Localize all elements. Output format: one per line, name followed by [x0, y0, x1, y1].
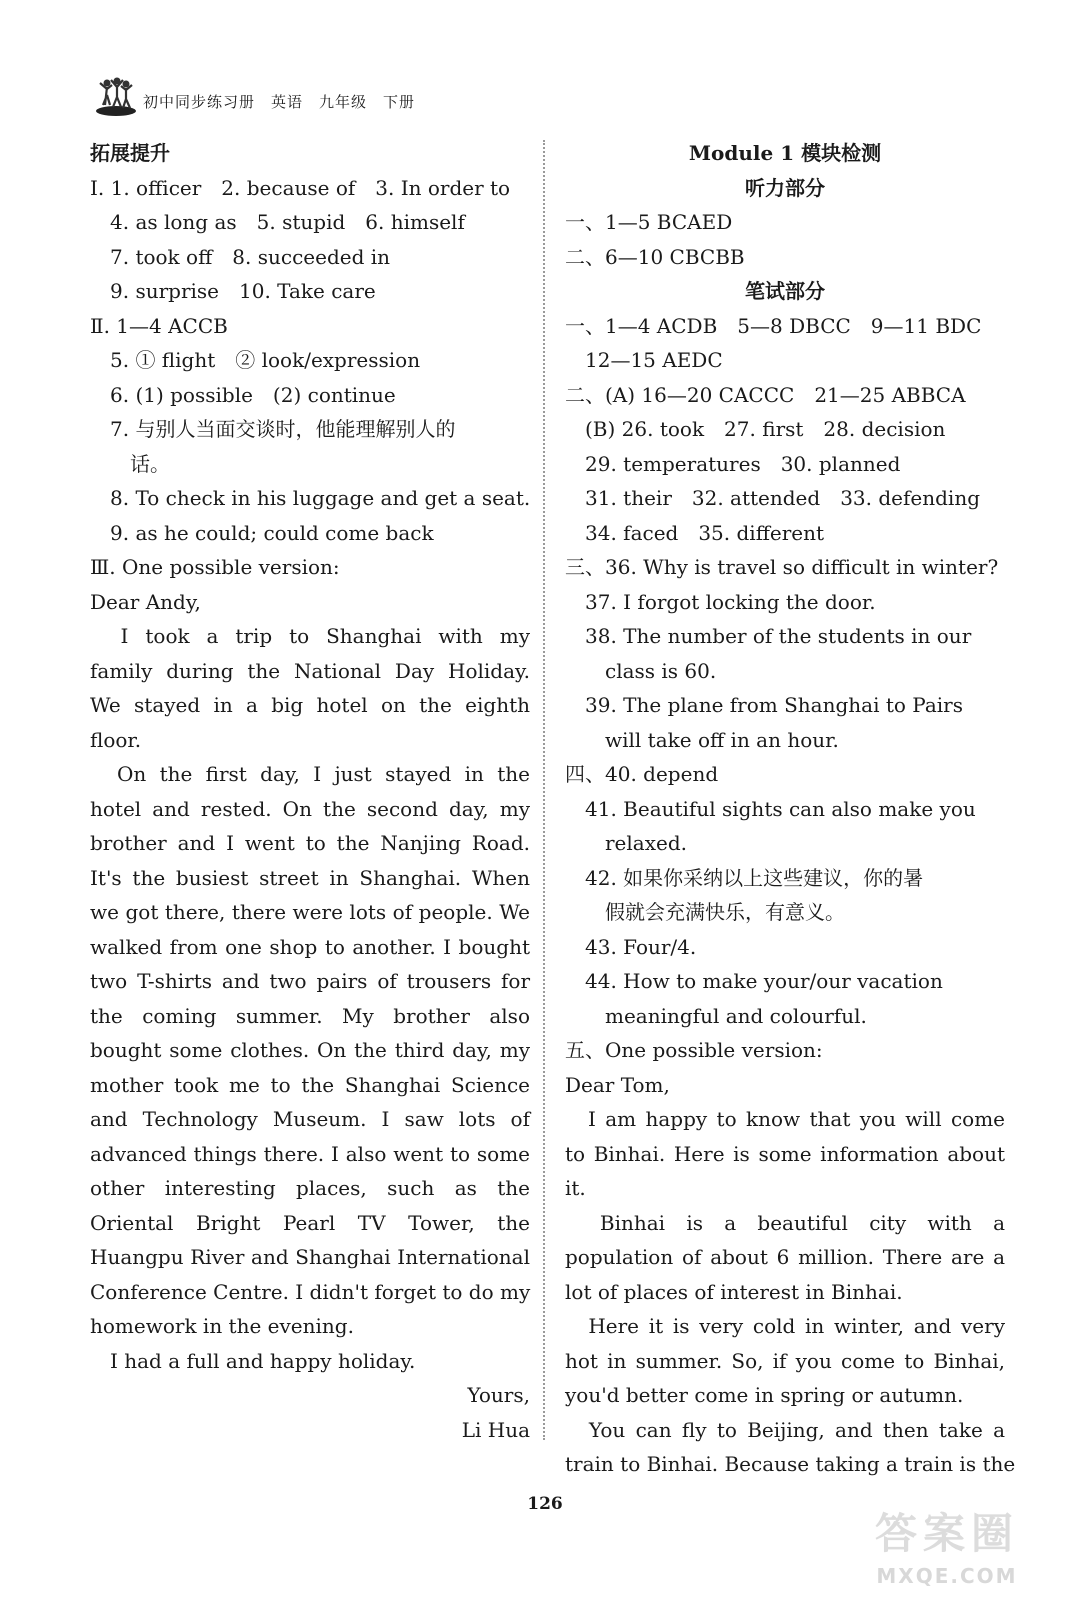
letter-line: Conference Centre. I didn't forget to do my: [90, 1279, 531, 1304]
answer-line: Ⅱ. 1—4 ACCB: [90, 313, 228, 338]
answer-line: 38. The number of the students in our: [565, 624, 972, 648]
watermark: [852, 1510, 1042, 1588]
letter-line: bought some clothes. On the third day, my: [90, 1038, 530, 1062]
column-divider: [543, 140, 545, 1440]
letter-line: hot in summer. So, if you come to Binhai,: [565, 1348, 1005, 1373]
letter-line: homework in the evening.: [90, 1314, 354, 1338]
answer-line: 7. 与别人当面交谈时，他能理解别人的: [90, 417, 456, 441]
letter-line: I am happy to know that you will come: [565, 1107, 1005, 1131]
answer-line: 29. temperatures 30. planned: [565, 451, 901, 476]
answer-line: will take off in an hour.: [565, 727, 839, 752]
answer-line: 41. Beautiful sights can also make you: [565, 796, 976, 821]
answer-line: class is 60.: [565, 658, 717, 683]
answer-line: 9. as he could; could come back: [90, 520, 434, 545]
page-header: [95, 75, 555, 125]
section-heading: 听力部分: [745, 175, 825, 200]
answer-line: 43. Four/4.: [565, 934, 697, 959]
letter-line: the coming summer. My brother also: [90, 1003, 530, 1028]
answer-line: 二、6—10 CBCBB: [565, 244, 745, 269]
letter-line: brother and I went to the Nanjing Road.: [90, 831, 530, 855]
answer-line: Ⅰ. 1. officer 2. because of 3. In order to: [90, 175, 511, 200]
answer-line: 9. surprise 10. Take care: [90, 279, 376, 303]
page-number: 126: [527, 1494, 563, 1514]
answer-line: 四、40. depend: [565, 762, 719, 786]
letter-line: train to Binhai. Because taking a train is the: [565, 1452, 1016, 1476]
answer-line: 五、One possible version:: [565, 1038, 823, 1062]
letter-line: advanced things there. I also went to some: [90, 1141, 530, 1166]
answer-line: 4. as long as 5. stupid 6. himself: [90, 210, 465, 234]
letter-line: to Binhai. Here is some information about: [565, 1141, 1005, 1166]
answer-line: 12—15 AEDC: [565, 348, 723, 372]
watermark-url: MXQE.COM: [876, 1564, 1018, 1588]
letter-line: two T-shirts and two pairs of trousers for: [90, 969, 530, 993]
people-logo-icon: [95, 75, 137, 117]
answer-line: meaningful and colourful.: [565, 1003, 867, 1028]
answer-line: 三、36. Why is travel so difficult in winter?: [565, 555, 999, 579]
letter-greeting: Dear Andy,: [90, 589, 201, 614]
answer-line: 39. The plane from Shanghai to Pairs: [565, 693, 963, 717]
letter-line: I had a full and happy holiday.: [90, 1348, 416, 1373]
answer-line: 44. How to make your/our vacation: [565, 969, 943, 993]
section-heading: 拓展提升: [90, 141, 170, 165]
answer-line: (B) 26. took 27. first 28. decision: [565, 417, 946, 441]
answer-line: 一、1—4 ACDB 5—8 DBCC 9—11 BDC: [565, 313, 982, 338]
letter-line: other interesting places, such as the: [90, 1176, 530, 1200]
answer-line: 31. their 32. attended 33. defending: [565, 486, 980, 510]
letter-line: It's the busiest street in Shanghai. When: [90, 865, 530, 890]
letter-line: hotel and rested. On the second day, my: [90, 796, 530, 821]
answer-line: 42. 如果你采纳以上这些建议，你的暑: [565, 865, 924, 890]
letter-line: we got there, there were lots of people. We: [90, 900, 530, 924]
right-column: [565, 136, 1016, 1482]
letter-line: Binhai is a beautiful city with a: [565, 1210, 1005, 1235]
letter-greeting: Dear Tom,: [565, 1072, 670, 1097]
letter-line: Oriental Bright Pearl TV Tower, the: [90, 1210, 530, 1235]
letter-line: On the first day, I just stayed in the: [90, 762, 530, 786]
answer-line: 6. (1) possible (2) continue: [90, 382, 396, 407]
letter-line: Here it is very cold in winter, and very: [565, 1314, 1005, 1338]
watermark-logo: 答案圈: [874, 1509, 1019, 1558]
answer-line: 34. faced 35. different: [565, 520, 825, 545]
letter-closing: Yours,: [467, 1383, 530, 1407]
letter-line: You can fly to Beijing, and then take a: [565, 1417, 1005, 1442]
letter-line: you'd better come in spring or autumn.: [565, 1383, 964, 1407]
letter-line: mother took me to the Shanghai Science: [90, 1072, 530, 1097]
letter-line: We stayed in a big hotel on the eighth: [90, 693, 530, 717]
letter-line: lot of places of interest in Binhai.: [565, 1279, 903, 1304]
answer-line: 话。: [90, 451, 170, 476]
letter-line: and Technology Museum. I saw lots of: [90, 1107, 530, 1131]
module-title: Module 1 模块检测: [688, 141, 882, 165]
left-column: [90, 136, 530, 1447]
letter-line: it.: [565, 1176, 586, 1200]
answer-line: 37. I forgot locking the door.: [565, 589, 876, 614]
answer-line: 5. ① flight ② look/expression: [90, 348, 421, 372]
letter-line: population of about 6 million. There are a: [565, 1245, 1005, 1269]
header-title: 初中同步练习册 英语 九年级 下册: [143, 93, 416, 111]
answer-line: 假就会充满快乐，有意义。: [565, 900, 845, 924]
answer-line: 7. took off 8. succeeded in: [90, 244, 391, 269]
answer-line: 一、1—5 BCAED: [565, 210, 733, 234]
letter-line: Huangpu River and Shanghai International: [90, 1245, 530, 1269]
letter-line: I took a trip to Shanghai with my: [90, 624, 530, 648]
letter-line: floor.: [90, 727, 142, 752]
section-heading: 笔试部分: [745, 279, 825, 303]
answer-line: relaxed.: [565, 831, 687, 855]
answer-line: 二、(A) 16—20 CACCC 21—25 ABBCA: [565, 382, 966, 407]
letter-line: family during the National Day Holiday.: [90, 658, 530, 683]
answer-line: Ⅲ. One possible version:: [90, 555, 340, 579]
answer-line: 8. To check in his luggage and get a seat.: [90, 486, 531, 510]
letter-line: walked from one shop to another. I bought: [90, 934, 530, 959]
letter-signature: Li Hua: [461, 1417, 530, 1442]
